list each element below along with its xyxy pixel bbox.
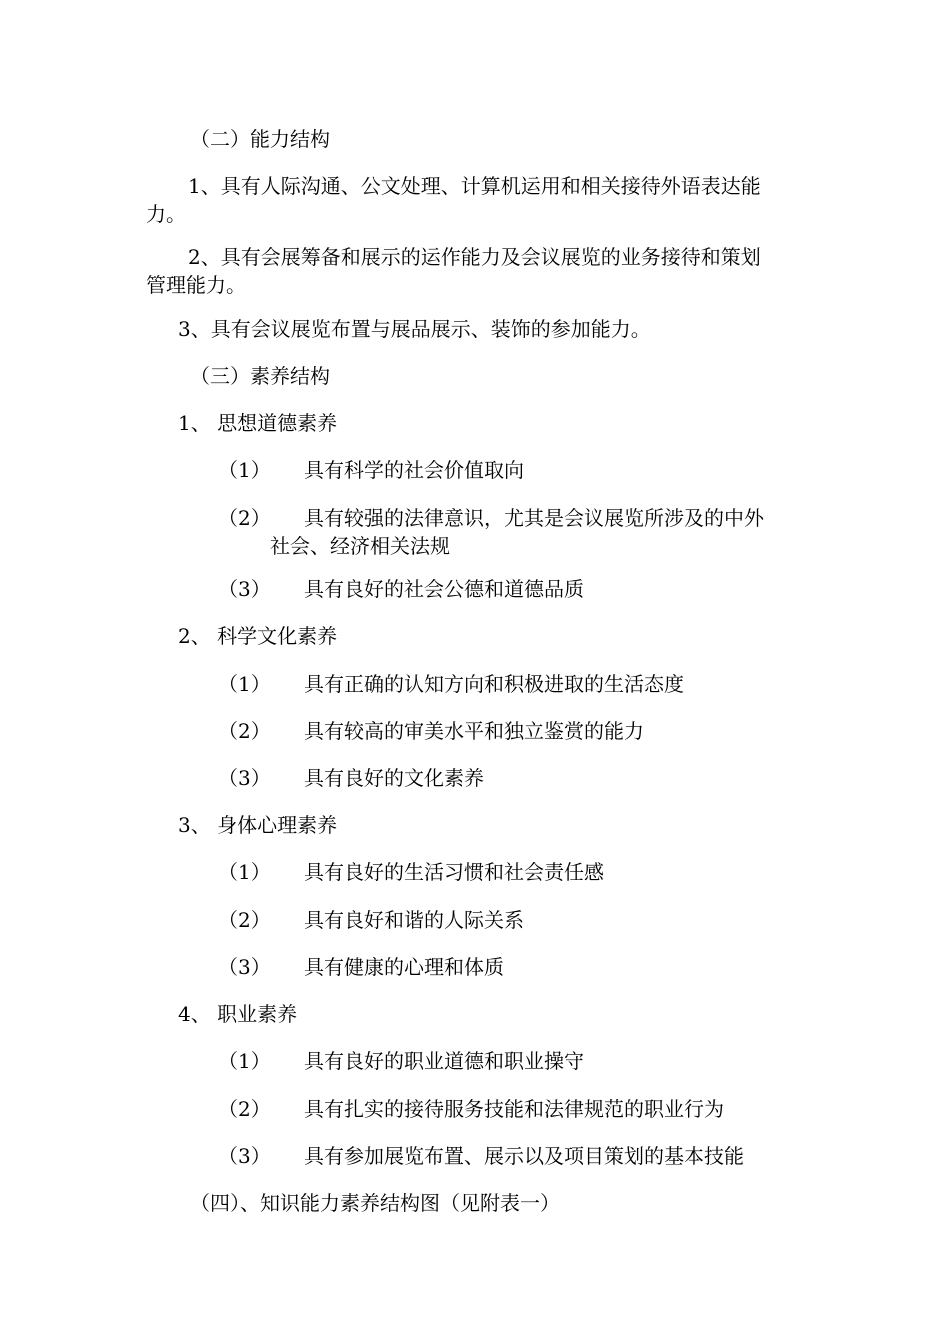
ability-item-1-line-1: 1、具有人际沟通、公文处理、计算机运用和相关接待外语表达能 <box>188 174 761 198</box>
item-number: （1） <box>218 672 271 696</box>
section-heading-ability: （二）能力结构 <box>190 127 330 151</box>
quality-group-1-item-2 <box>218 504 764 560</box>
quality-group-1-item-1 <box>218 456 524 484</box>
ability-item-2-line-2: 管理能力。 <box>146 273 246 297</box>
item-text: 具有良好的社会公德和道德品质 <box>304 577 584 601</box>
item-text: 具有良好的文化素养 <box>304 766 484 790</box>
ability-item-1 <box>146 172 761 228</box>
quality-group-3-item-1 <box>218 858 604 886</box>
ability-item-2 <box>146 243 761 299</box>
quality-group-4-item-1 <box>218 1047 584 1075</box>
quality-group-2-item-1 <box>218 670 684 698</box>
ability-item-1-line-2: 力。 <box>146 202 186 226</box>
item-number: （3） <box>218 766 271 790</box>
item-number: （1） <box>218 458 271 482</box>
item-text: 具有参加展览布置、展示以及项目策划的基本技能 <box>304 1144 744 1168</box>
item-text: 具有较强的法律意识，尤其是会议展览所涉及的中外 <box>304 506 764 530</box>
ability-item-3: 3、具有会议展览布置与展品展示、装饰的参加能力。 <box>178 317 651 341</box>
item-number: （3） <box>218 955 271 979</box>
quality-group-2-label: 2、 科学文化素养 <box>178 624 338 648</box>
ability-item-2-line-1: 2、具有会展筹备和展示的运作能力及会议展览的业务接待和策划 <box>188 245 761 269</box>
quality-group-4-item-3 <box>218 1142 744 1170</box>
item-number: （2） <box>218 719 271 743</box>
quality-group-2-item-3 <box>218 764 484 792</box>
quality-group-3-label: 3、 身体心理素养 <box>178 813 338 837</box>
item-number: （2） <box>218 1097 271 1121</box>
item-text-continuation: 社会、经济相关法规 <box>270 534 450 558</box>
quality-group-3-item-3 <box>218 953 504 981</box>
item-text: 具有良好的职业道德和职业操守 <box>304 1049 584 1073</box>
item-number: （1） <box>218 1049 271 1073</box>
quality-group-3-item-2 <box>218 906 524 934</box>
item-text: 具有扎实的接待服务技能和法律规范的职业行为 <box>304 1097 724 1121</box>
item-number: （1） <box>218 860 271 884</box>
section-heading-quality: （三）素养结构 <box>190 364 330 388</box>
item-text: 具有良好的生活习惯和社会责任感 <box>304 860 604 884</box>
quality-group-4-label: 4、 职业素养 <box>178 1002 298 1026</box>
quality-group-4-item-2 <box>218 1095 724 1123</box>
item-text: 具有良好和谐的人际关系 <box>304 908 524 932</box>
item-text: 具有健康的心理和体质 <box>304 955 504 979</box>
section-heading-structure-chart: （四）、知识能力素养结构图（见附表一） <box>190 1191 560 1215</box>
item-number: （2） <box>218 506 271 530</box>
item-text: 具有科学的社会价值取向 <box>304 458 524 482</box>
item-text: 具有正确的认知方向和积极进取的生活态度 <box>304 672 684 696</box>
quality-group-1-item-3 <box>218 575 584 603</box>
quality-group-2-item-2 <box>218 717 644 745</box>
item-number: （3） <box>218 577 271 601</box>
item-number: （2） <box>218 908 271 932</box>
item-number: （3） <box>218 1144 271 1168</box>
quality-group-1-label: 1、 思想道德素养 <box>178 411 338 435</box>
item-text: 具有较高的审美水平和独立鉴赏的能力 <box>304 719 644 743</box>
